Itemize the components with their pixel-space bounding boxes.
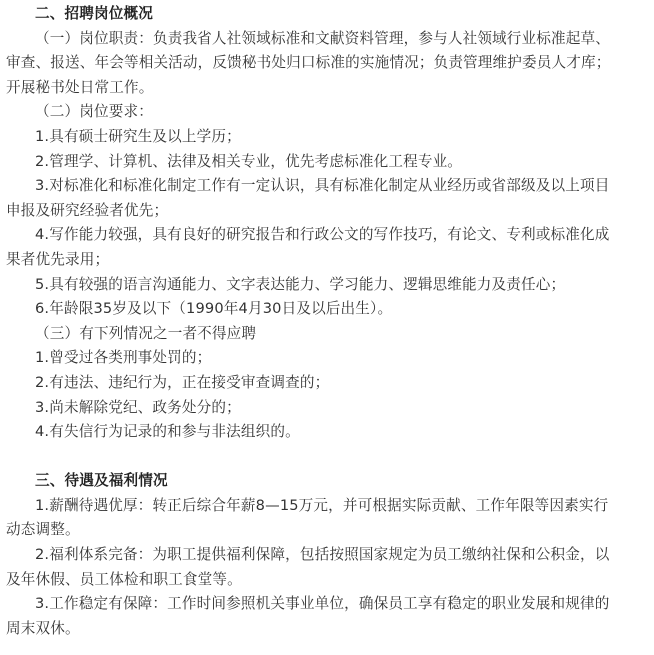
- duties-line-3: 开展秘书处日常工作。: [6, 78, 154, 96]
- requirement-item-5: 5.具有较强的语言沟通能力、文字表达能力、学习能力、逻辑思维能力及责任心；: [35, 275, 566, 293]
- requirement-item-2: 2.管理学、计算机、法律及相关专业，优先考虑标准化工程专业。: [35, 152, 463, 170]
- duties-line-1: （一）岗位职责：负责我省人社领域标准和文献资料管理，参与人社领域行业标准起草、: [35, 29, 611, 47]
- requirement-item-3: 3.对标准化和标准化制定工作有一定认识，具有标准化制定从业经历或省部级及以上项目: [35, 177, 610, 195]
- benefit-item-3: 3.工作稳定有保障：工作时间参照机关事业单位，确保员工享有稳定的职业发展和规律的: [35, 595, 610, 613]
- requirements-heading: （二）岗位要求：: [35, 103, 153, 121]
- benefit-item-2-cont: 及年休假、员工体检和职工食堂等。: [6, 570, 242, 588]
- requirement-item-4: 4.写作能力较强，具有良好的研究报告和行政公文的写作技巧，有论文、专利或标准化成: [35, 226, 610, 244]
- requirement-item-1: 1.具有硕士研究生及以上学历；: [35, 127, 241, 145]
- exclusion-item-3: 3.尚未解除党纪、政务处分的；: [35, 398, 241, 416]
- benefit-item-3-cont: 周末双休。: [6, 619, 80, 637]
- exclusion-item-2: 2.有违法、违纪行为，正在接受审查调查的；: [35, 373, 330, 391]
- section-3-heading: 三、待遇及福利情况: [35, 472, 168, 490]
- benefit-item-2: 2.福利体系完备：为职工提供福利保障，包括按照国家规定为员工缴纳社保和公积金，以: [35, 546, 610, 564]
- exclusions-heading: （三）有下列情况之一者不得应聘: [35, 324, 257, 342]
- duties-line-2: 审查、报送、年会等相关活动，反馈秘书处归口标准的实施情况；负责管理维护委员人才库；: [6, 54, 611, 72]
- benefit-item-1-cont: 动态调整。: [6, 521, 80, 539]
- requirement-item-4-cont: 果者优先录用；: [6, 250, 110, 268]
- requirement-item-6: 6.年龄限35岁及以下（1990年4月30日及以后出生）。: [35, 300, 393, 318]
- section-spacer: [6, 445, 648, 470]
- section-2-heading: 二、招聘岗位概况: [35, 5, 153, 22]
- benefit-item-1: 1.薪酬待遇优厚：转正后综合年薪8—15万元，并可根据实际贡献、工作年限等因素实行: [35, 496, 609, 514]
- exclusion-item-1: 1.曾受过各类刑事处罚的；: [35, 349, 212, 367]
- exclusion-item-4: 4.有失信行为记录的和参与非法组织的。: [35, 423, 300, 441]
- requirement-item-3-cont: 申报及研究经验者优先；: [6, 201, 169, 219]
